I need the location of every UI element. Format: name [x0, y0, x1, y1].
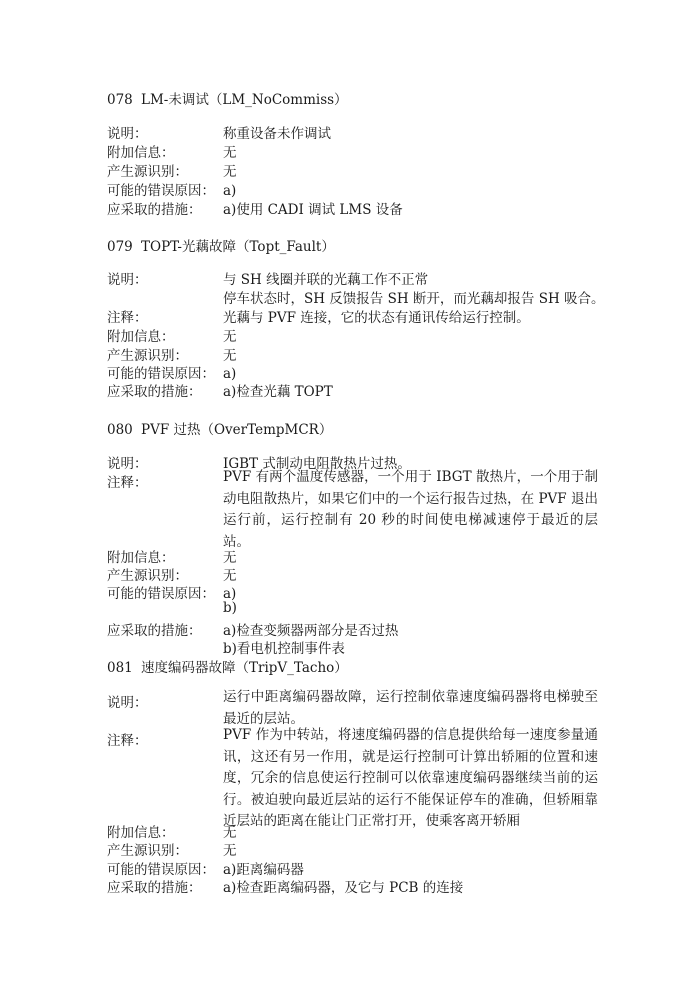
row-cause-cont [107, 600, 237, 616]
value-desc: 称重设备未作调试 [223, 126, 331, 142]
section-number: 080 [107, 422, 133, 438]
label-source: 产生源识别： [107, 348, 188, 364]
row-cause [107, 582, 236, 602]
section-heading: LM-未调试（LM_NoCommiss） [141, 92, 348, 108]
row-source [107, 344, 237, 364]
section-heading: TOPT-光藕故障（Topt_Fault） [141, 239, 335, 255]
row-desc [107, 122, 331, 142]
label-note: 注释： [107, 310, 148, 326]
row-note-label [107, 471, 223, 491]
value-source: 无 [223, 843, 237, 859]
label-source: 产生源识别： [107, 164, 188, 180]
section-heading: 速度编码器故障（TripV_Tacho） [141, 660, 348, 676]
row-desc-label [107, 691, 223, 711]
label-addinfo: 附加信息： [107, 145, 175, 161]
section-number: 081 [107, 660, 133, 676]
label-addinfo: 附加信息： [107, 329, 175, 345]
value-source: 无 [223, 348, 237, 364]
row-source [107, 160, 237, 180]
label-source: 产生源识别： [107, 843, 188, 859]
row-addinfo [107, 141, 237, 161]
value-cause: a) [223, 183, 237, 199]
row-cause [107, 362, 236, 382]
value-addinfo: 无 [223, 145, 237, 161]
label-action: 应采取的措施： [107, 202, 202, 218]
value-note: 光藕与 PVF 连接，它的状态有通讯传给运行控制。 [223, 310, 530, 326]
value-desc: 与 SH 线圈并联的光藕工作不正常 [223, 272, 429, 288]
value-desc: IGBT 式制动电阻散热片过热。 [223, 456, 411, 472]
value-cause-cont: b) [223, 600, 237, 616]
value-addinfo: 无 [223, 825, 237, 841]
label-addinfo: 附加信息： [107, 550, 175, 566]
label-cause: 可能的错误原因： [107, 366, 215, 382]
label-cause: 可能的错误原因： [107, 862, 215, 878]
value-note: PVF 有两个温度传感器，一个用于 IBGT 散热片，一个用于制动电阻散热片，如果它们中的一个运行报告过热，在 PVF 退出运行前，运行控制有 20 秒的时间使电梯减速停于最近的层站。 [223, 469, 598, 550]
value-cause: a)距离编码器 [223, 862, 304, 878]
label-note: 注释： [107, 733, 148, 749]
value-cause: a) [223, 586, 237, 602]
value-action: a)检查变频器两部分是否过热 [223, 623, 399, 639]
section-heading: PVF 过热（OverTempMCR） [141, 422, 333, 438]
label-desc: 说明： [107, 456, 148, 472]
section-079-title [107, 235, 335, 255]
label-cause: 可能的错误原因： [107, 183, 215, 199]
value-action-cont: b)看电机控制事件表 [223, 641, 345, 657]
row-action [107, 876, 463, 896]
label-note: 注释： [107, 475, 148, 491]
section-number: 078 [107, 92, 133, 108]
value-desc-cont: 停车状态时，SH 反馈报告 SH 断开，而光藕却报告 SH 吸合。 [223, 291, 605, 307]
label-action: 应采取的措施： [107, 623, 202, 639]
value-addinfo: 无 [223, 329, 237, 345]
row-note-label [107, 729, 223, 749]
section-number: 079 [107, 239, 133, 255]
value-source: 无 [223, 164, 237, 180]
value-source: 无 [223, 568, 237, 584]
row-action [107, 198, 403, 218]
row-action [107, 619, 398, 639]
value-cause: a) [223, 366, 237, 382]
row-desc-cont [107, 287, 605, 307]
section-080-title [107, 418, 332, 438]
label-source: 产生源识别： [107, 568, 188, 584]
row-addinfo [107, 325, 237, 345]
label-addinfo: 附加信息： [107, 825, 175, 841]
row-addinfo [107, 546, 237, 566]
value-action: a)检查距离编码器，及它与 PCB 的连接 [223, 880, 464, 896]
label-desc: 说明： [107, 126, 148, 142]
row-action-cont [107, 637, 345, 657]
label-action: 应采取的措施： [107, 880, 202, 896]
row-cause [107, 858, 304, 878]
value-action: a)使用 CADI 调试 LMS 设备 [223, 202, 403, 218]
label-desc: 说明： [107, 695, 148, 711]
value-desc: 运行中距离编码器故障，运行控制依靠速度编码器将电梯驶至最近的层站。 [223, 689, 598, 727]
row-note [107, 306, 530, 326]
row-addinfo [107, 821, 237, 841]
row-source [107, 564, 237, 584]
section-078-title [107, 88, 348, 108]
label-action: 应采取的措施： [107, 384, 202, 400]
value-action: a)检查光藕 TOPT [223, 384, 333, 400]
label-cause: 可能的错误原因： [107, 586, 215, 602]
label-desc: 说明： [107, 272, 148, 288]
row-cause [107, 179, 236, 199]
row-source [107, 839, 237, 859]
value-addinfo: 无 [223, 550, 237, 566]
section-081-title [107, 656, 348, 676]
row-desc [107, 268, 428, 288]
value-note: PVF 作为中转站，将速度编码器的信息提供给每一速度参量通讯，这还有另一作用，就是运行控制可计算出轿厢的位置和速度，冗余的信息使运行控制可以依靠速度编码器继续当前的运行。被迫驶向最近层站的运行不能保证停车的准确，但轿厢靠近层站的距离在能让门正常打开，使乘客离开轿厢 [223, 727, 598, 829]
row-action [107, 380, 333, 400]
